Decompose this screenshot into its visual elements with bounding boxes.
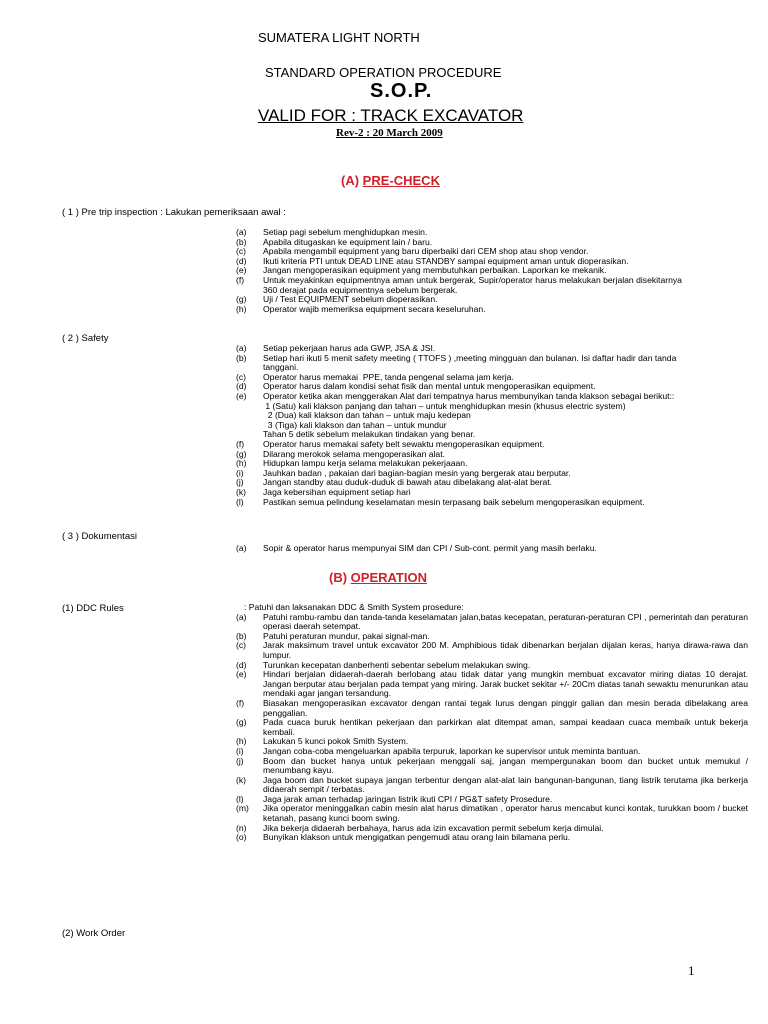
list-item-text: Uji / Test EQUIPMENT sebelum dioperasikan. bbox=[263, 294, 438, 305]
list-item-letter: (a) bbox=[236, 543, 247, 553]
list-item-text: 3 (Tiga) kali klakson dan tahan – untuk mundur bbox=[263, 419, 447, 430]
list-item-letter: (g) bbox=[236, 294, 247, 305]
list-item-letter: (f) bbox=[236, 274, 245, 285]
list-item bbox=[236, 305, 682, 315]
list-item-letter: (l) bbox=[236, 496, 244, 507]
section-b-prefix: (B) bbox=[329, 570, 351, 585]
list-item-letter: (f) bbox=[236, 438, 245, 449]
list-item bbox=[236, 776, 756, 795]
list-item-letter: (d) bbox=[236, 255, 247, 266]
list-item-text: Jarak maksimum travel untuk excavator 200 M. Amphibious tidak dibenarkan berjalan dijalan keras, hanya dirawa-rawa dan lumpur. bbox=[263, 640, 748, 660]
list-item-letter: (j) bbox=[236, 755, 244, 766]
list-item-text: Dilarang merokok selama mengoperasikan alat. bbox=[263, 448, 445, 459]
ddc-list bbox=[236, 603, 756, 843]
list-item-text: Patuhi rambu-rambu dan tanda-tanda keselamatan jalan,batas kecepatan, peraturan-peraturan CPI , pemerintah dan peraturan operasi daerah setempat. bbox=[263, 611, 748, 632]
document-subtitle: STANDARD OPERATION PROCEDURE bbox=[265, 65, 502, 80]
list-item-letter: (i) bbox=[236, 467, 244, 478]
list-item-text: Jangan coba-coba mengeluarkan apabila terpuruk, laporkan ke supervisor untuk meminta bantuan. bbox=[263, 745, 641, 756]
list-item-letter: (c) bbox=[236, 640, 247, 651]
list-item-text: Operator wajib memeriksa equipment secara keseluruhan. bbox=[263, 303, 486, 314]
list-item-letter: (o) bbox=[236, 832, 247, 843]
list-item-letter: (h) bbox=[236, 736, 247, 747]
valid-for-line: VALID FOR : TRACK EXCAVATOR bbox=[258, 106, 524, 125]
list-item-text: Turunkan kecepatan danberhenti sebentar sebelum melakukan swing. bbox=[263, 659, 531, 670]
list-item-text: Bunyikan klakson untuk mengigatkan pengemudi atau orang lain bilamana perlu. bbox=[263, 832, 571, 843]
list-item-text: Operator ketika akan menggerakan Alat dari tempatnya harus membunyikan tanda klakson sebagai berikut:: bbox=[263, 390, 675, 401]
list-item-letter: (e) bbox=[236, 669, 247, 680]
work-order-heading: (2) Work Order bbox=[62, 928, 126, 939]
list-item-letter: (f) bbox=[236, 697, 245, 708]
list-item-text: Jauhkan badan , pakaian dari bagian-bagian mesin yang bergerak atau berputar. bbox=[263, 467, 571, 478]
list-item-text: Biasakan mengoperasikan excavator dengan rantai tegak lurus dengan pinggir galian dan mesin berada dibelakang area penggalian. bbox=[263, 697, 748, 718]
list-item bbox=[236, 833, 756, 843]
list-item-text: Lakukan 5 kunci pokok Smith System. bbox=[263, 736, 409, 747]
list-item-text: Setiap pagi sebelum menghidupkan mesin. bbox=[263, 227, 428, 237]
list-item-text: Jaga boom dan bucket supaya jangan terbentur dengan alat-alat lain bangunan-bangunan, tiang listrik terutama jika berkerja didaerah sempit / terbatas. bbox=[263, 774, 748, 795]
list-item-letter: (b) bbox=[236, 236, 247, 247]
list-item-letter: (k) bbox=[236, 486, 247, 497]
list-item-text: Jika bekerja didaerah berbahaya, harus ada izin excavation permit sebelum kerja dimulai. bbox=[263, 822, 604, 833]
list-item-letter: (a) bbox=[236, 343, 247, 353]
list-item-text: 1 (Satu) kali klakson panjang dan tahan – untuk menghidupkan mesin (khusus electric system) bbox=[263, 400, 626, 411]
section-a-prefix: (A) bbox=[341, 173, 363, 188]
list-item-text: tanggani. bbox=[263, 362, 299, 373]
safety-list bbox=[236, 344, 676, 507]
list-item-letter: (c) bbox=[236, 371, 247, 382]
company-name: SUMATERA LIGHT NORTH bbox=[258, 30, 420, 45]
list-item-letter: (h) bbox=[236, 458, 247, 469]
list-item-text: Apabila ditugaskan ke equipment lain / baru. bbox=[263, 236, 433, 247]
list-item-letter: (m) bbox=[236, 803, 249, 814]
list-item-text: 360 derajat pada equipmentnya sebelum bergerak. bbox=[263, 284, 458, 295]
list-item-text: Boom dan bucket hanya untuk pekerjaan menggali saj, jangan mempergunakan boom dan bucket untuk memukul / menumbang kayu. bbox=[263, 755, 748, 776]
list-item-text: Hindari berjalan didaerah-daerah berlobang atau tidak datar yang mungkin membuat excavator miring diatas 10 derajat. Jangan berputar atau berjalan pada tempat yang miring. Jarak bucket sekitar +/- 20Cm diatas tanah sewaktu menurunkan atau mendaki agar jangan tersandung. bbox=[263, 669, 748, 699]
list-item-text: Pada cuaca buruk hentikan pekerjaan dan parkirkan alat ditempat aman, sampai keadaan cuaca membaik untuk bekerja kembali. bbox=[263, 717, 748, 737]
dokumentasi-heading: ( 3 ) Dokumentasi bbox=[62, 531, 137, 542]
list-item-text: Tahan 5 detik sebelum melakukan tindakan yang benar. bbox=[263, 429, 476, 440]
list-item-text: Jika operator meninggalkan cabin mesin alat harus dimatikan , operator harus mencabut kunci kontak, turukkan boom / bucket ketanah, pasang kunci boom swing. bbox=[263, 803, 748, 824]
section-a-word: PRE-CHECK bbox=[362, 173, 440, 188]
list-item bbox=[236, 354, 676, 364]
ddc-heading: (1) DDC Rules bbox=[62, 603, 124, 614]
list-item-text: Operator harus dalam kondisi sehat fisik dan mental untuk mengoperasikan equipment. bbox=[263, 381, 596, 392]
list-item-text: Hidupkan lampu kerja selama melakukan pekerjaaan. bbox=[263, 458, 468, 469]
list-item-letter: (j) bbox=[236, 477, 244, 488]
section-b-word: OPERATION bbox=[350, 570, 427, 585]
list-item-text: Jaga jarak aman terhadap jaringan listrik ikuti CPI / PG&T safety Prosedure. bbox=[263, 793, 553, 804]
document-title: S.O.P. bbox=[370, 80, 433, 102]
revision-line: Rev-2 : 20 March 2009 bbox=[336, 127, 443, 139]
list-item-text: Untuk meyakinkan equipmentnya aman untuk bergerak, Supir/operator harus melakukan berjalan disekitarnya bbox=[263, 274, 682, 285]
list-item-letter: (i) bbox=[236, 745, 244, 756]
page-number: 1 bbox=[688, 963, 695, 978]
list-item-letter: (d) bbox=[236, 659, 247, 670]
list-item bbox=[236, 699, 756, 718]
list-item-text: Pastikan semua pelindung keselamatan mesin terpasang baik sebelum mengoperasikan equipment. bbox=[263, 496, 645, 507]
pretrip-heading: ( 1 ) Pre trip inspection : Lakukan pemeriksaan awal : bbox=[62, 207, 286, 218]
list-item bbox=[236, 641, 756, 660]
list-item-letter: (a) bbox=[236, 611, 247, 622]
list-item-text: Jangan mengoperasikan equipment yang membutuhkan perbaikan. Laporkan ke mekanik. bbox=[263, 265, 607, 276]
list-item-text: Patuhi peraturan mundur, pakai signal-man. bbox=[263, 630, 430, 641]
list-item-letter: (d) bbox=[236, 381, 247, 392]
dokumentasi-list bbox=[236, 544, 597, 554]
list-item bbox=[236, 613, 756, 632]
list-item-text: Setiap hari ikuti 5 menit safety meeting ( TTOFS ) ,meeting mingguan dan bulanan. Isi daftar hadir dan tanda bbox=[263, 352, 677, 363]
list-item-letter: (h) bbox=[236, 303, 247, 314]
list-item-letter: (e) bbox=[236, 265, 247, 276]
list-item-text: Ikuti kriteria PTI untuk DEAD LINE atau STANDBY sampai equipment aman untuk dioperasikan. bbox=[263, 255, 629, 266]
list-item-letter: (l) bbox=[236, 793, 244, 804]
list-item-text: Operator harus memakai safety belt sewaktu mengoperasikan equipment. bbox=[263, 438, 545, 449]
list-item-letter: (g) bbox=[236, 717, 247, 728]
list-item bbox=[236, 544, 597, 554]
list-item-text: Setiap pekerjaan harus ada GWP, JSA & JSI. bbox=[263, 343, 436, 353]
list-item-letter: (g) bbox=[236, 448, 247, 459]
safety-heading: ( 2 ) Safety bbox=[62, 333, 109, 344]
ddc-items bbox=[236, 613, 756, 843]
list-item bbox=[236, 718, 756, 737]
section-a-title bbox=[341, 173, 440, 188]
list-item-letter: (a) bbox=[236, 227, 247, 237]
list-item-text: Operator harus memakai PPE, tanda pengenal selama jam kerja. bbox=[263, 371, 514, 382]
list-item-text: Jaga kebersihan equipment setiap hari bbox=[263, 486, 411, 497]
list-item-letter: (k) bbox=[236, 774, 247, 785]
list-item-letter: (e) bbox=[236, 390, 247, 401]
list-item bbox=[236, 670, 756, 699]
list-item bbox=[236, 804, 756, 823]
list-item-text: Apabila mengambil equipment yang baru diperbaiki dari CEM shop atau shop vendor. bbox=[263, 246, 589, 257]
list-item-letter: (b) bbox=[236, 630, 247, 641]
list-item-letter: (c) bbox=[236, 246, 247, 257]
list-item-text: Jangan standby atau duduk-duduk di bawah atau dibelakang alat-alat berat. bbox=[263, 477, 553, 488]
list-item-letter: (b) bbox=[236, 352, 247, 363]
list-item bbox=[236, 498, 676, 508]
pretrip-list bbox=[236, 228, 682, 314]
list-item-text: 2 (Dua) kali klakson dan tahan – untuk maju kedepan bbox=[263, 410, 471, 421]
ddc-intro: : Patuhi dan laksanakan DDC & Smith System prosedure: bbox=[244, 602, 464, 612]
list-item bbox=[236, 757, 756, 776]
section-b-title bbox=[329, 570, 427, 585]
list-item-text: Sopir & operator harus mempunyai SIM dan CPI / Sub-cont. permit yang masih berlaku. bbox=[263, 543, 597, 553]
list-item-letter: (n) bbox=[236, 822, 247, 833]
